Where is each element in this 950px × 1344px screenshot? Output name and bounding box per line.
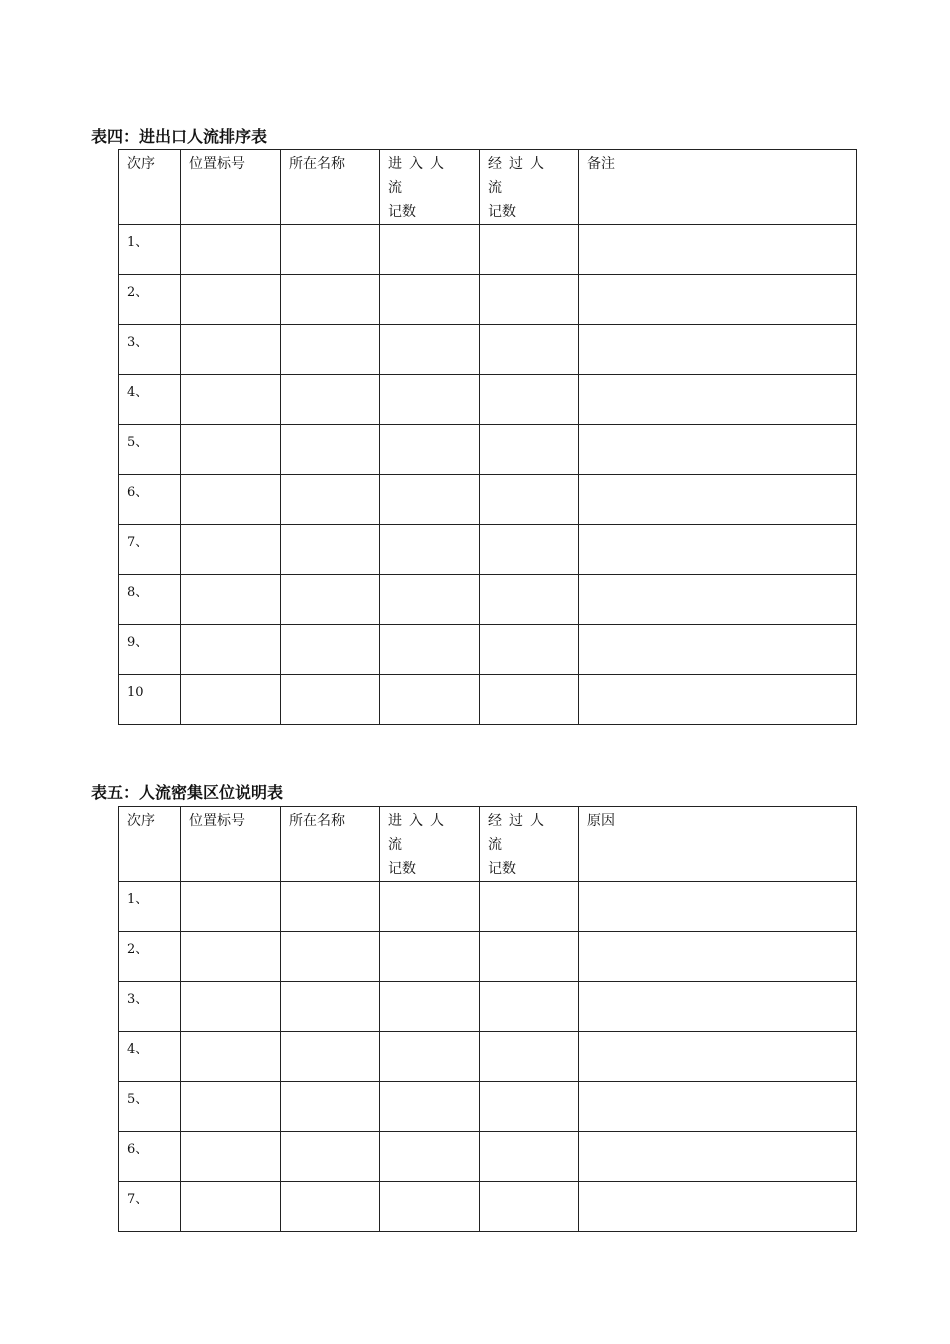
cell-location-name[interactable]: [281, 1082, 380, 1132]
table-row: [119, 1182, 857, 1232]
cell-pass-flow-count[interactable]: [480, 625, 579, 675]
crowded-area-description-table: [118, 806, 857, 1232]
cell-position-id[interactable]: [181, 225, 281, 275]
cell-position-id[interactable]: [181, 675, 281, 725]
cell-location-name[interactable]: [281, 1182, 380, 1232]
cell-position-id[interactable]: [181, 625, 281, 675]
row-order: 4、: [119, 1032, 181, 1082]
row-order: 8、: [119, 575, 181, 625]
header-entry-flow-line2: 记数: [388, 861, 416, 877]
cell-entry-flow-count[interactable]: [380, 1082, 480, 1132]
row-order: 3、: [119, 982, 181, 1032]
cell-location-name[interactable]: [281, 475, 380, 525]
header-position-id: 位置标号: [181, 150, 281, 225]
row-order: 1、: [119, 882, 181, 932]
cell-entry-flow-count[interactable]: [380, 882, 480, 932]
row-order: 3、: [119, 325, 181, 375]
table-row: [119, 1082, 857, 1132]
table-row: [119, 275, 857, 325]
header-entry-flow-line2: 记数: [388, 204, 416, 220]
table-row: [119, 425, 857, 475]
cell-pass-flow-count[interactable]: [480, 325, 579, 375]
cell-location-name[interactable]: [281, 575, 380, 625]
table-row: [119, 575, 857, 625]
cell-location-name[interactable]: [281, 882, 380, 932]
header-entry-flow-count: [380, 807, 480, 882]
table-row: [119, 625, 857, 675]
table-row: [119, 225, 857, 275]
cell-remark[interactable]: [579, 275, 857, 325]
row-order: 7、: [119, 525, 181, 575]
header-order: 次序: [119, 150, 181, 225]
cell-reason[interactable]: [579, 1132, 857, 1182]
table-row: [119, 375, 857, 425]
cell-position-id[interactable]: [181, 475, 281, 525]
cell-entry-flow-count[interactable]: [380, 375, 480, 425]
header-pass-flow-count: [480, 807, 579, 882]
cell-pass-flow-count[interactable]: [480, 1082, 579, 1132]
cell-remark[interactable]: [579, 425, 857, 475]
table-row: [119, 475, 857, 525]
cell-position-id[interactable]: [181, 1082, 281, 1132]
row-order: 1、: [119, 225, 181, 275]
people-flow-ranking-table: [118, 149, 857, 725]
header-entry-flow-count: [380, 150, 480, 225]
header-pass-flow-count: [480, 150, 579, 225]
header-pass-flow-line1: 经过人流: [488, 156, 551, 196]
cell-pass-flow-count[interactable]: [480, 225, 579, 275]
cell-entry-flow-count[interactable]: [380, 475, 480, 525]
header-remark: 备注: [579, 150, 857, 225]
cell-position-id[interactable]: [181, 982, 281, 1032]
cell-reason[interactable]: [579, 982, 857, 1032]
table-row: [119, 1032, 857, 1082]
cell-position-id[interactable]: [181, 275, 281, 325]
table-row: [119, 325, 857, 375]
cell-entry-flow-count[interactable]: [380, 225, 480, 275]
cell-location-name[interactable]: [281, 325, 380, 375]
table-row: [119, 1132, 857, 1182]
table5-title: 表五：人流密集区位说明表: [91, 783, 284, 802]
header-position-id: 位置标号: [181, 807, 281, 882]
cell-remark[interactable]: [579, 475, 857, 525]
cell-pass-flow-count[interactable]: [480, 275, 579, 325]
cell-pass-flow-count[interactable]: [480, 425, 579, 475]
cell-location-name[interactable]: [281, 525, 380, 575]
row-order: 9、: [119, 625, 181, 675]
cell-position-id[interactable]: [181, 375, 281, 425]
row-order: 4、: [119, 375, 181, 425]
cell-location-name[interactable]: [281, 932, 380, 982]
cell-remark[interactable]: [579, 675, 857, 725]
cell-remark[interactable]: [579, 575, 857, 625]
header-pass-flow-line2: 记数: [488, 861, 516, 877]
table-header-row: [119, 150, 857, 225]
cell-entry-flow-count[interactable]: [380, 625, 480, 675]
cell-position-id[interactable]: [181, 325, 281, 375]
cell-remark[interactable]: [579, 525, 857, 575]
cell-entry-flow-count[interactable]: [380, 325, 480, 375]
row-order: 6、: [119, 475, 181, 525]
table-row: [119, 675, 857, 725]
cell-pass-flow-count[interactable]: [480, 1132, 579, 1182]
header-pass-flow-line1: 经过人流: [488, 813, 551, 853]
cell-reason[interactable]: [579, 882, 857, 932]
cell-pass-flow-count[interactable]: [480, 1182, 579, 1232]
header-location-name: 所在名称: [281, 150, 380, 225]
cell-remark[interactable]: [579, 375, 857, 425]
header-entry-flow-line1: 进入人流: [388, 813, 451, 853]
header-entry-flow-line1: 进入人流: [388, 156, 451, 196]
cell-position-id[interactable]: [181, 525, 281, 575]
cell-entry-flow-count[interactable]: [380, 932, 480, 982]
row-order: 7、: [119, 1182, 181, 1232]
cell-location-name[interactable]: [281, 982, 380, 1032]
cell-reason[interactable]: [579, 1032, 857, 1082]
cell-position-id[interactable]: [181, 1182, 281, 1232]
cell-entry-flow-count[interactable]: [380, 525, 480, 575]
cell-entry-flow-count[interactable]: [380, 425, 480, 475]
cell-pass-flow-count[interactable]: [480, 1032, 579, 1082]
cell-location-name[interactable]: [281, 225, 380, 275]
table-row: [119, 882, 857, 932]
cell-entry-flow-count[interactable]: [380, 1182, 480, 1232]
cell-reason[interactable]: [579, 1182, 857, 1232]
cell-remark[interactable]: [579, 225, 857, 275]
cell-position-id[interactable]: [181, 932, 281, 982]
cell-pass-flow-count[interactable]: [480, 932, 579, 982]
cell-reason[interactable]: [579, 932, 857, 982]
cell-position-id[interactable]: [181, 1032, 281, 1082]
cell-pass-flow-count[interactable]: [480, 375, 579, 425]
header-location-name: 所在名称: [281, 807, 380, 882]
table-row: [119, 525, 857, 575]
table-row: [119, 932, 857, 982]
cell-position-id[interactable]: [181, 882, 281, 932]
cell-remark[interactable]: [579, 325, 857, 375]
row-order: 2、: [119, 932, 181, 982]
cell-location-name[interactable]: [281, 675, 380, 725]
cell-position-id[interactable]: [181, 425, 281, 475]
cell-location-name[interactable]: [281, 275, 380, 325]
cell-location-name[interactable]: [281, 425, 380, 475]
cell-reason[interactable]: [579, 1082, 857, 1132]
header-pass-flow-line2: 记数: [488, 204, 516, 220]
cell-entry-flow-count[interactable]: [380, 275, 480, 325]
cell-pass-flow-count[interactable]: [480, 525, 579, 575]
cell-remark[interactable]: [579, 625, 857, 675]
cell-location-name[interactable]: [281, 1132, 380, 1182]
row-order: 10: [119, 675, 181, 725]
cell-entry-flow-count[interactable]: [380, 575, 480, 625]
row-order: 2、: [119, 275, 181, 325]
header-reason: 原因: [579, 807, 857, 882]
cell-position-id[interactable]: [181, 575, 281, 625]
cell-position-id[interactable]: [181, 1132, 281, 1182]
cell-entry-flow-count[interactable]: [380, 982, 480, 1032]
cell-location-name[interactable]: [281, 625, 380, 675]
table-header-row: [119, 807, 857, 882]
table-row: [119, 982, 857, 1032]
row-order: 5、: [119, 1082, 181, 1132]
cell-entry-flow-count[interactable]: [380, 1132, 480, 1182]
cell-location-name[interactable]: [281, 1032, 380, 1082]
cell-location-name[interactable]: [281, 375, 380, 425]
table4-title: 表四：进出口人流排序表: [91, 127, 268, 146]
row-order: 6、: [119, 1132, 181, 1182]
cell-pass-flow-count[interactable]: [480, 982, 579, 1032]
cell-pass-flow-count[interactable]: [480, 882, 579, 932]
cell-pass-flow-count[interactable]: [480, 675, 579, 725]
cell-entry-flow-count[interactable]: [380, 1032, 480, 1082]
cell-pass-flow-count[interactable]: [480, 475, 579, 525]
header-order: 次序: [119, 807, 181, 882]
cell-entry-flow-count[interactable]: [380, 675, 480, 725]
cell-pass-flow-count[interactable]: [480, 575, 579, 625]
row-order: 5、: [119, 425, 181, 475]
